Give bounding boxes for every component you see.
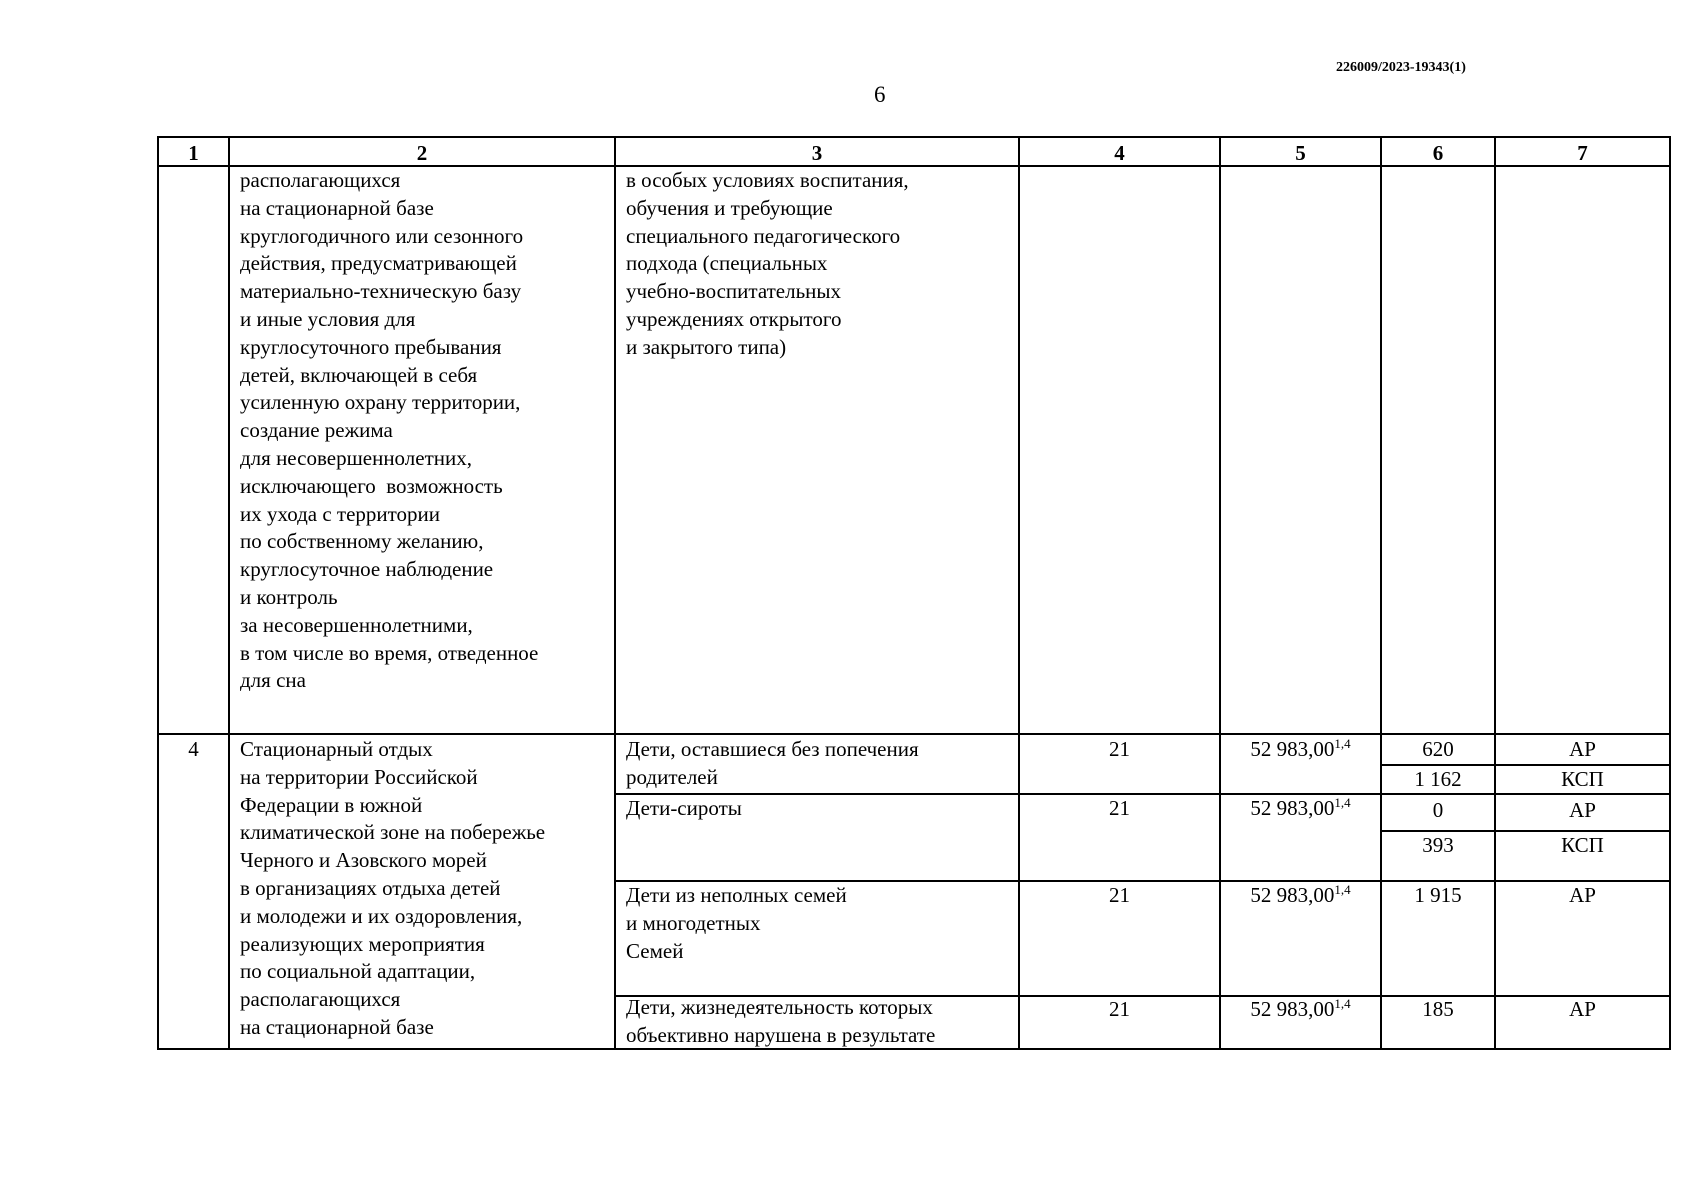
qty-value: 185 <box>1422 997 1454 1021</box>
qty-value: 1 162 <box>1414 767 1462 791</box>
cost-value <box>1221 795 1380 822</box>
cost-footnote: 1,4 <box>1334 736 1351 751</box>
qty-value: 1 915 <box>1414 883 1462 907</box>
document-number: 226009/2023-19343(1) <box>1336 60 1466 75</box>
source-value: КСП <box>1561 833 1604 857</box>
cost-footnote: 1,4 <box>1334 795 1351 810</box>
cost-amount: 52 983,00 <box>1250 737 1335 761</box>
header-col-1: 1 <box>188 141 199 165</box>
row4-description: Стационарный отдых на территории Российской Федерации в южной климатической зоне на побережье Черного и Азовского морей в организациях отдыха детей и молодежи и их оздоровления, реализующих мероприятия по социальной адаптации, располагающихся на стационарной базе <box>240 737 546 1039</box>
source-value: АР <box>1569 997 1596 1021</box>
row-divider <box>157 733 1671 735</box>
header-col-6: 6 <box>1432 141 1444 165</box>
cost-value <box>1221 996 1380 1023</box>
category-text: Дети-сироты <box>626 796 742 820</box>
row-number: 4 <box>188 737 199 761</box>
col-line <box>1494 136 1496 1050</box>
header-col-4: 4 <box>1114 141 1125 165</box>
header-col-7: 7 <box>1577 141 1588 165</box>
qty-value: 0 <box>1432 798 1444 822</box>
col-line <box>614 136 616 1050</box>
source-value: АР <box>1569 798 1596 822</box>
days-value: 21 <box>1109 997 1130 1021</box>
col-line <box>1018 136 1020 1050</box>
days-value: 21 <box>1109 883 1130 907</box>
cost-amount: 52 983,00 <box>1250 796 1335 820</box>
cost-amount: 52 983,00 <box>1250 883 1335 907</box>
category-text: Дети, жизнедеятельность которых объективно нарушена в результате <box>626 995 936 1047</box>
category-text: Дети, оставшиеся без попечения родителей <box>626 737 919 789</box>
col-line <box>228 136 230 1050</box>
source-value: АР <box>1569 883 1596 907</box>
cost-value <box>1221 736 1380 763</box>
header-col-2: 2 <box>416 141 428 165</box>
col-line <box>1219 136 1221 1050</box>
days-value: 21 <box>1109 796 1130 820</box>
header-col-3: 3 <box>811 141 823 165</box>
table-border-top <box>157 136 1671 138</box>
source-value: АР <box>1569 737 1596 761</box>
page-number: 6 <box>874 82 886 107</box>
cost-value <box>1221 882 1380 909</box>
qty-value: 620 <box>1422 737 1454 761</box>
cost-footnote: 1,4 <box>1334 882 1351 897</box>
header-col-5: 5 <box>1295 141 1306 165</box>
cont-row-description: располагающихся на стационарной базе круглогодичного или сезонного действия, предусматривающей материально-техническую базу и иные условия для круглосуточного пребывания детей, включающей в себя усиленную охрану территории, создание режима для несовершеннолетних, исключающего возможность их ухода с территории по собственному желанию, круглосуточное наблюдение и контроль за несовершеннолетними, в том числе во время, отведенное для сна <box>240 168 539 693</box>
cost-footnote: 1,4 <box>1334 996 1351 1011</box>
qty-value: 393 <box>1422 833 1454 857</box>
source-value: КСП <box>1561 767 1604 791</box>
cost-amount: 52 983,00 <box>1250 997 1335 1021</box>
days-value: 21 <box>1109 737 1130 761</box>
category-text: Дети из неполных семей и многодетных Семей <box>626 883 847 963</box>
cont-row-category: в особых условиях воспитания, обучения и требующие специального педагогического подхода (специальных учебно-воспитательных учреждениях открытого и закрытого типа) <box>626 168 909 359</box>
col-line <box>1380 136 1382 1050</box>
col-line <box>1669 136 1671 1050</box>
col-line <box>157 136 159 1050</box>
